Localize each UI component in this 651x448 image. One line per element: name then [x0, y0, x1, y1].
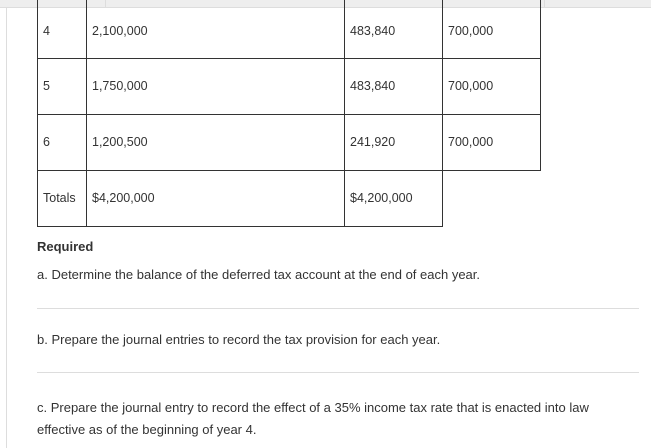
header-column-divider: [544, 0, 545, 7]
year-cell: 4: [38, 0, 87, 58]
requirement-c: c. Prepare the journal entry to record the effect of a 35% income tax rate that is enacted into law effective as of the beginning of year 4.: [37, 400, 589, 437]
table-row: [38, 0, 541, 58]
totals-label-cell: Totals: [38, 170, 87, 226]
taxable-income-cell: 483,840: [345, 0, 443, 58]
left-border-rule: [6, 7, 7, 448]
requirement-a: a. Determine the balance of the deferred tax account at the end of each year.: [37, 267, 481, 282]
requirement-b: b. Prepare the journal entries to record the tax provision for each year.: [37, 332, 441, 347]
pretax-income-cell: 2,100,000: [87, 0, 345, 58]
reversal-cell: 700,000: [443, 0, 541, 58]
pretax-income-cell: 1,200,500: [87, 114, 345, 170]
required-heading: Required: [37, 239, 94, 254]
year-cell: 6: [38, 114, 87, 170]
totals-row: [38, 170, 541, 226]
empty-cell: [443, 170, 541, 226]
table-row: [38, 58, 541, 114]
taxable-income-cell: 241,920: [345, 114, 443, 170]
table-row: [38, 114, 541, 170]
pretax-income-cell: 1,750,000: [87, 58, 345, 114]
reversal-cell: 700,000: [443, 114, 541, 170]
taxable-income-cell: 483,840: [345, 58, 443, 114]
divider: [37, 372, 639, 373]
divider: [37, 308, 639, 309]
year-cell: 5: [38, 58, 87, 114]
total-pretax-income-cell: $4,200,000: [87, 170, 345, 226]
income-table: [37, 0, 541, 227]
total-taxable-income-cell: $4,200,000: [345, 170, 443, 226]
reversal-cell: 700,000: [443, 58, 541, 114]
